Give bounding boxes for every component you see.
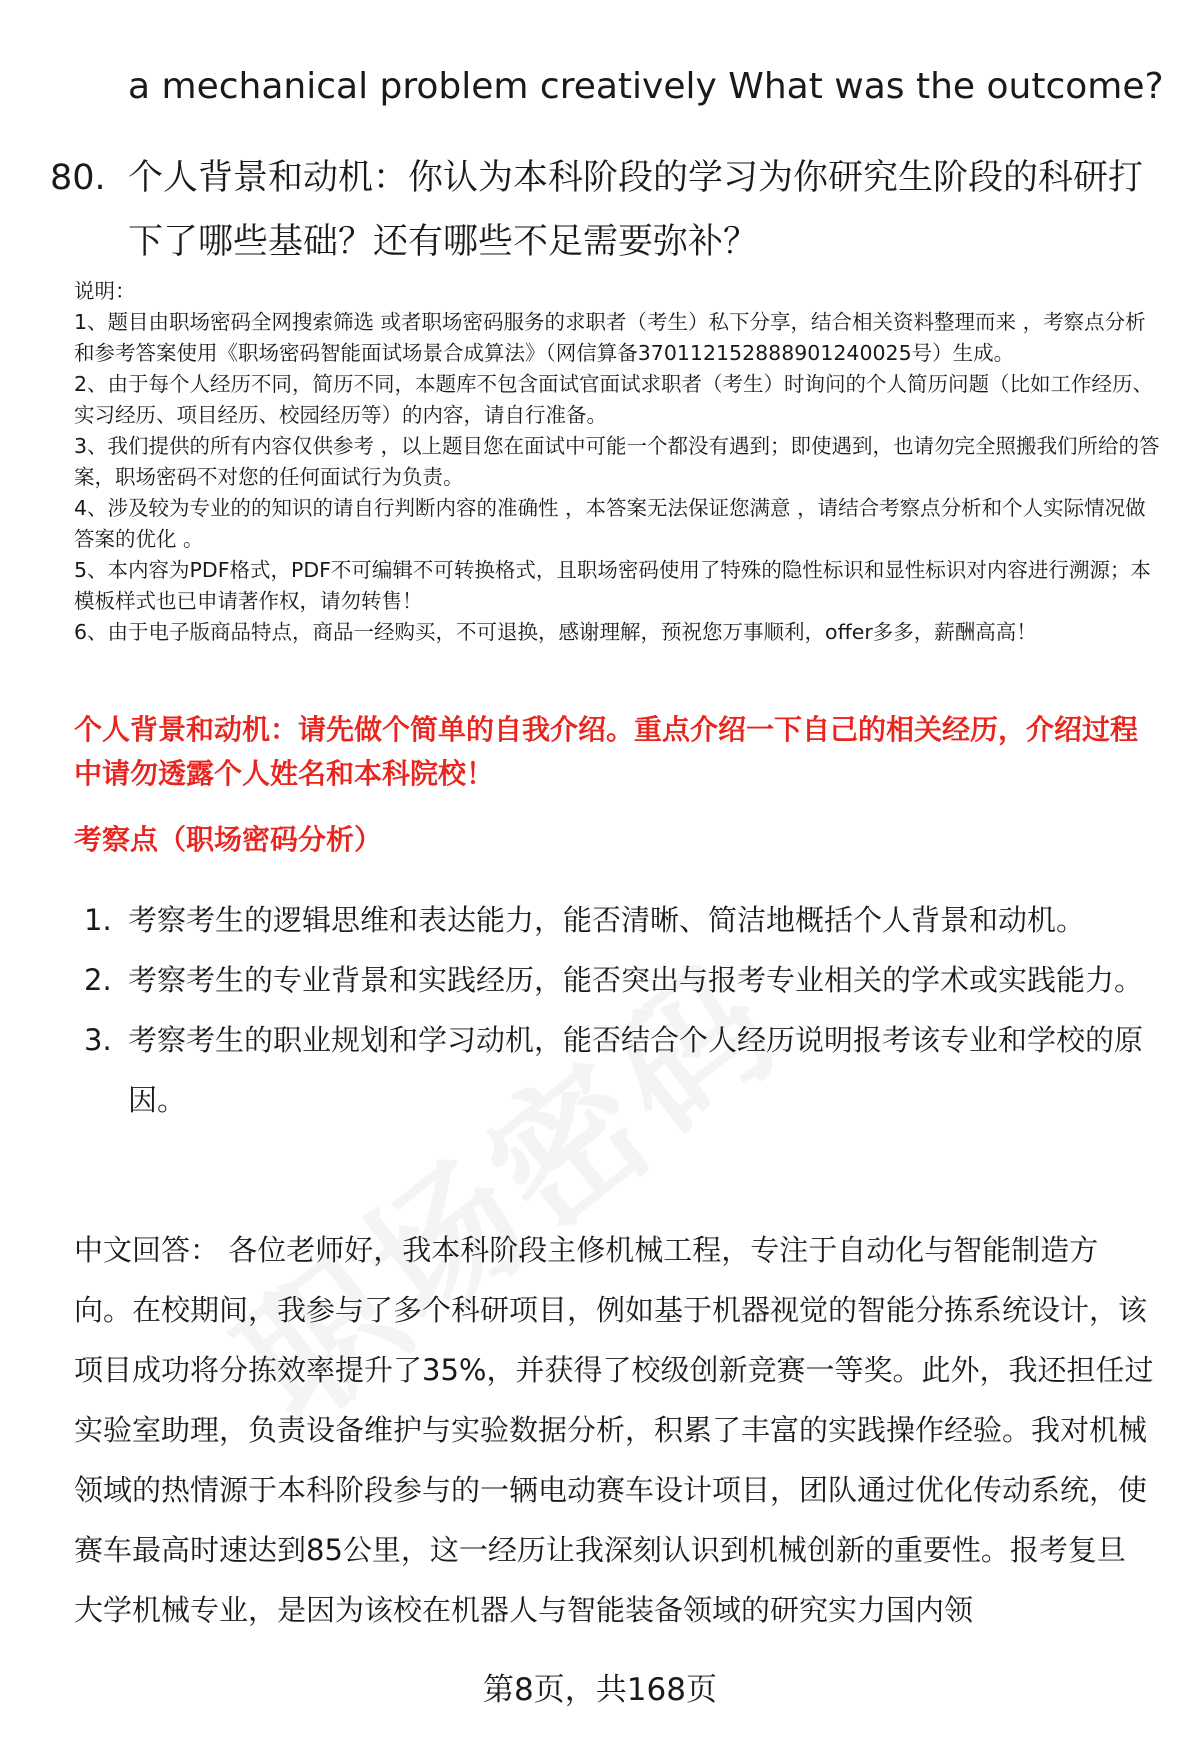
analysis-point — [84, 1010, 1144, 1130]
point-number: 3. — [84, 1023, 112, 1057]
note-item: 2、由于每个人经历不同，简历不同，本题库不包含面试官面试求职者（考生）时询问的个人简历问题（比如工作经历、实习经历、项目经历、校园经历等）的内容，请自行准备。 — [74, 372, 1154, 427]
analysis-heading: 考察点（职场密码分析） — [74, 823, 383, 856]
page-footer: 第8页，共168页 — [483, 1672, 717, 1708]
note-item: 3、我们提供的所有内容仅供参考 ，以上题目您在面试中可能一个都没有遇到；即使遇到，也请勿完全照搬我们所给的答案，职场密码不对您的任何面试行为负责。 — [74, 434, 1160, 489]
answer-section — [74, 1220, 1154, 1640]
analysis-point — [84, 950, 1144, 1010]
answer-label: 中文回答： — [74, 1233, 220, 1267]
analysis-points — [84, 890, 1144, 1130]
note-item: 6、由于电子版商品特点，商品一经购买，不可退换，感谢理解，预祝您万事顺利，offer多多，薪酬高高！ — [74, 620, 1037, 644]
point-number: 2. — [84, 963, 112, 997]
point-text: 考察考生的职业规划和学习动机，能否结合个人经历说明报考该专业和学校的原因。 — [128, 1023, 1144, 1117]
notes-title: 说明： — [74, 279, 136, 303]
red-question: 个人背景和动机：请先做个简单的自我介绍。重点介绍一下自己的相关经历，介绍过程中请勿透露个人姓名和本科院校！ — [74, 713, 1139, 790]
answer-text: 各位老师好，我本科阶段主修机械工程，专注于自动化与智能制造方向。在校期间，我参与了多个科研项目，例如基于机器视觉的智能分拣系统设计，该项目成功将分拣效率提升了35%，并获得了校级创新竞赛一等奖。此外，我还担任过实验室助理，负责设备维护与实验数据分析，积累了丰富的实践操作经验。我对机械领域的热情源于本科阶段参与的一辆电动赛车设计项目，团队通过优化传动系统，使赛车最高时速达到85公里，这一经历让我深刻认识到机械创新的重要性。报考复旦大学机械专业，是因为该校在机器人与智能装备领域的研究实力国内领 — [74, 1233, 1154, 1627]
notes-section — [74, 276, 1164, 648]
analysis-point — [84, 890, 1144, 950]
point-number: 1. — [84, 903, 112, 937]
note-item: 4、涉及较为专业的的知识的请自行判断内容的准确性 ，本答案无法保证您满意 ，请结合考察点分析和个人实际情况做答案的优化 。 — [74, 496, 1146, 551]
question-number: 80. — [50, 158, 106, 198]
point-text: 考察考生的专业背景和实践经历，能否突出与报考专业相关的学术或实践能力。 — [128, 963, 1144, 997]
continuation-line: a mechanical problem creatively What was the outcome? — [128, 66, 1164, 107]
question-80 — [50, 146, 1150, 274]
note-item: 1、题目由职场密码全网搜索筛选 或者职场密码服务的求职者（考生）私下分享，结合相关资料整理而来 ，考察点分析和参考答案使用《职场密码智能面试场景合成算法》（网信算备370112152888901240025号）生成。 — [74, 310, 1146, 365]
question-text: 个人背景和动机：你认为本科阶段的学习为你研究生阶段的科研打下了哪些基础？还有哪些不足需要弥补？ — [128, 158, 1144, 262]
note-item: 5、本内容为PDF格式，PDF不可编辑不可转换格式，且职场密码使用了特殊的隐性标识和显性标识对内容进行溯源；本模板样式也已申请著作权，请勿转售！ — [74, 558, 1151, 613]
point-text: 考察考生的逻辑思维和表达能力，能否清晰、简洁地概括个人背景和动机。 — [128, 903, 1086, 937]
